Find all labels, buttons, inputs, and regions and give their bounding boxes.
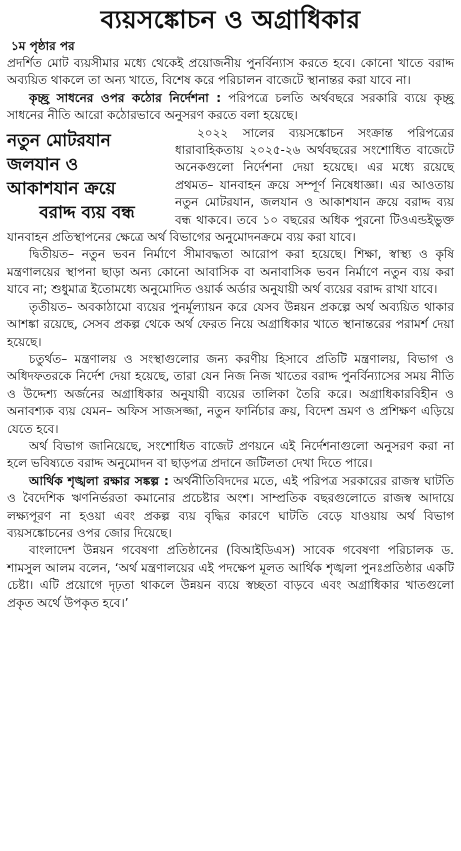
headline: ব্যয়সঙ্কোচন ও অগ্রাধিকার (100, 5, 361, 34)
paragraph-2 (7, 90, 454, 125)
paragraph-2-text: পরিপত্রে চলতি অর্থবছরে সরকারি ব্যয়ে কৃচ্ছ্র সাধনের নীতি আরো কঠোরভাবে অনুসরণ করতে বলা হয়েছে। (7, 90, 455, 123)
continued-label: ১ম পৃষ্ঠার পর (11, 39, 75, 53)
highlight-line-2: জলযান ও (7, 154, 79, 175)
paragraph-9: বাংলাদেশ উন্নয়ন গবেষণা প্রতিষ্ঠানের (বিআইডিএস) সাবেক গবেষণা পরিচালক ড. শামসুল আলম বলেন, ‘অর্থ মন্ত্রণালয়ের এই পদক্ষেপ মূলত আর্থিক শৃঙ্খলা পুনঃপ্রতিষ্ঠার একটি চেষ্টা। এটি প্রয়োগে দৃঢ়তা থাকলে উন্নয়ন ব্যয়ে স্বচ্ছতা বাড়বে এবং অগ্রাধিকার খাতগুলো প্রকৃত অর্থে উপকৃত হবে।’ (7, 543, 454, 610)
highlight-line-3: আকাশযান ক্রয়ে (7, 178, 116, 199)
subhead-austerity: কৃচ্ছ্র সাধনের ওপর কঠোর নির্দেশনা : (29, 90, 222, 105)
paragraph-5: তৃতীয়ত– অবকাঠামো ব্যয়ের পুনর্মূল্যায়ন করে যেসব উন্নয়ন প্রকল্পে অর্থ অব্যয়িত থাকার আশঙ্কা রয়েছে, সেসব প্রকল্প থেকে অর্থ ফেরত নিয়ে অগ্রাধিকার খাতে স্থানান্তরের পরামর্শ দেয়া হয়েছে। (7, 299, 454, 349)
paragraph-4: দ্বিতীয়ত– নতুন ভবন নির্মাণে সীমাবদ্ধতা আরোপ করা হয়েছে। শিক্ষা, স্বাস্থ্য ও কৃষি মন্ত্রণালয়ের স্থাপনা ছাড়া অন্য কোনো আবাসিক বা অনাবাসিক ভবন নির্মাণে নতুন ব্যয় করা যাবে না; শুধুমাত্র ইতোমধ্যে অনুমোদিত ওয়ার্ক অর্ডার অনুযায়ী অর্থ ব্যয়ের বরাদ্দ রাখা যাবে। (7, 247, 454, 297)
paragraph-6: চতুর্থত– মন্ত্রণালয় ও সংস্থাগুলোর জন্য করণীয় হিসাবে প্রতিটি মন্ত্রণালয়, বিভাগ ও অধিদফতরকে নির্দেশ দেয়া হয়েছে, তারা যেন নিজ নিজ খাতের বরাদ্দ পুনর্বিন্যাসের সময় নীতি ও উদ্দেশ্য অর্জনের অগ্রাধিকার অনুযায়ী ব্যয়ের তালিকা তৈরি করে। অগ্রাধিকারবিহীন ও অনাবশ্যক ব্যয় যেমন– অফিস সাজসজ্জা, নতুন ফার্নিচার ক্রয়, বিদেশ ভ্রমণ ও প্রশিক্ষণ এড়িয়ে যেতে হবে। (7, 351, 454, 436)
news-article (0, 4, 461, 851)
paragraph-8 (7, 473, 454, 543)
highlight-line-4: বরাদ্দ ব্যয় বন্ধ (39, 202, 135, 223)
highlight-box (7, 129, 167, 225)
subhead-fiscal-discipline: আর্থিক শৃঙ্খলা রক্ষার সঙ্কল্প : (29, 473, 169, 488)
paragraph-1: প্রদর্শিত মোট ব্যয়সীমার মধ্যে থেকেই প্রয়োজনীয় পুনর্বিন্যাস করতে হবে। কোনো খাতে বরাদ্দ অব্যয়িত থাকলে তা অন্য খাতে, বিশেষ করে পরিচালন বাজেটে স্থানান্তর করা যাবে না। (7, 56, 454, 88)
highlight-line-1: নতুন মোটরযান (7, 130, 111, 151)
paragraph-8-text: অর্থনীতিবিদদের মতে, এই পরিপত্র সরকারের রাজস্ব ঘাটতি ও বৈদেশিক ঋণনির্ভরতা কমানোর প্রচেষ্টার অংশ। সাম্প্রতিক বছরগুলোতে রাজস্ব আদায়ে লক্ষ্যপূরণ না হওয়া এবং প্রকল্প ব্যয় বৃদ্ধির কারণে ঘাটতি বেড়ে যাওয়ায় অর্থ বিভাগ ব্যয়সঙ্কোচনের ওপর জোর দিয়েছে। (7, 473, 454, 540)
paragraph-3: ২০২২ সালের ব্যয়সঙ্কোচন সংক্রান্ত পরিপত্রের ধারাবাহিকতায় ২০২৫-২৬ অর্থবছরের সংশোধিত বাজেটে অনেকগুলো নির্দেশনা দেয়া হয়েছে। এর মধ্যে রয়েছে প্রথমত– যানবাহন ক্রয়ে সম্পূর্ণ নিষেধাজ্ঞা। এর আওতায় নতুন মোটরযান, জলযান ও আকাশযান ক্রয়ে বরাদ্দ ব্যয় বন্ধ থাকবে। তবে ১০ বছরের অধিক পুরনো টিওএন্ডইভুক্ত যানবাহন প্রতিস্থাপনের ক্ষেত্রে অর্থ বিভাগের অনুমোদনক্রমে ব্যয় করা যাবে। (7, 125, 454, 245)
paragraph-7: অর্থ বিভাগ জানিয়েছে, সংশোধিত বাজেট প্রণয়নে এই নির্দেশনাগুলো অনুসরণ করা না হলে ভবিষ্যতে বরাদ্দ অনুমোদন বা ছাড়পত্র প্রদানে জটিলতা দেখা দিতে পারে। (7, 438, 454, 471)
